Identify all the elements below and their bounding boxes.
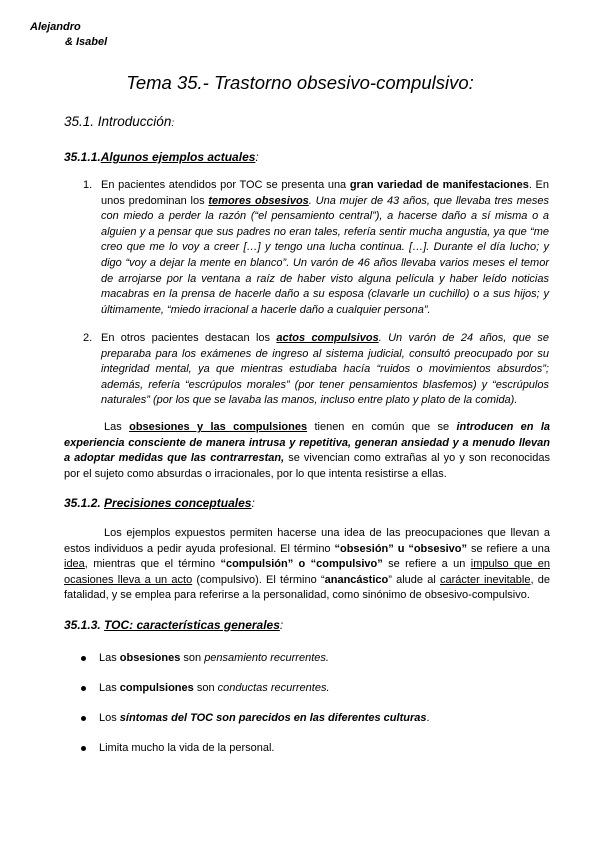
- text-run: se vivencian como extrañas al yo y son reconocidas por el sujeto como absurdas o irracionales, por lo que intenta resistirse a ellas.: [64, 452, 550, 480]
- text-bold: anancástico: [324, 573, 389, 586]
- heading-number: 35.1.: [64, 114, 98, 129]
- summary-paragraph: [64, 420, 550, 482]
- authors: [30, 20, 107, 50]
- text-bold-italic: introducen en la experiencia consciente de manera intrusa y repetitiva, generan ansiedad y a menudo llevan a adoptar medidas que las contrarrestan,: [64, 421, 551, 465]
- text-run: son: [180, 652, 205, 664]
- text-run: se refiere a un: [382, 558, 471, 571]
- text-underline: idea: [64, 558, 85, 571]
- text-run: En pacientes atendidos por TOC se presenta una: [101, 179, 350, 191]
- text-run: Las: [99, 682, 120, 694]
- list-number: 1.: [83, 179, 93, 191]
- list-number: 2.: [83, 332, 93, 344]
- text-italic: pensamiento recurrentes.: [204, 652, 329, 664]
- text-emphasis: actos compulsivos: [276, 332, 379, 344]
- concepts-paragraph: [64, 526, 550, 604]
- text-italic: . Una mujer de 43 años, que llevaba tres meses con miedo a perder la razón (“el pensamiento central”), a hacerse daño a sí misma o a alguien y a pensar que sus padres no eran tales, refería sentir mucha angustia, ya que “me creo que me lo voy a creer […] y tengo una lucha continua. […]. Durante el día lucho; y digo “voy a dejar la mente en blanco”. Un varón de 46 años llevaba varios meses el temor de arrojarse por la ventana a raíz de haber visto alguna película y haber leído noticias macabras en la prensa de hacerle daño a su esposa (clavarle un cuchillo) o a sus hijos; y últimamente, “miedo irracional a hacerle daño a cualquier persona”.: [101, 194, 550, 316]
- text-run: .: [426, 712, 430, 724]
- heading-ejemplos: [64, 150, 259, 164]
- text-italic: . Un varón de 24 años, que se preparaba para los exámenes de ingreso al sistema judicial, consultó preocupado por su integridad mental, ya que mientras estudiaba hacía “ruidos o movimientos absurdos”; además, refería “escrúpulos morales” (por tener pensamientos blasfemos) y “escrúpulos naturales” (por los que se lavaba las manos, incluso entre plato y plato de la comida).: [101, 332, 549, 407]
- text-italic: conductas recurrentes.: [217, 682, 330, 694]
- heading-colon: :: [279, 618, 284, 632]
- text-bold: obsesiones: [119, 652, 181, 664]
- author-2: & Isabel: [65, 36, 108, 48]
- text-run: se refiere a una: [467, 542, 550, 555]
- heading-introduccion: [64, 114, 174, 129]
- heading-label: Precisiones conceptuales: [104, 496, 252, 510]
- text-bold: “obsesión” u “obsesivo”: [334, 542, 468, 555]
- text-bold-underline: obsesiones y las compulsiones: [129, 421, 308, 433]
- heading-label: TOC: características generales: [104, 618, 280, 632]
- bullet-text: [99, 681, 330, 696]
- heading-caracteristicas: [64, 618, 283, 632]
- text-run: , mientras que el término: [84, 558, 221, 571]
- heading-label: Algunos ejemplos actuales: [100, 150, 256, 164]
- author-1: Alejandro: [30, 21, 81, 33]
- bullet-icon: [81, 686, 86, 691]
- heading-colon: :: [255, 150, 259, 164]
- text-bold: compulsiones: [119, 682, 194, 694]
- example-2: [83, 331, 549, 409]
- bullet-icon: [81, 716, 86, 721]
- heading-number: 35.1.2.: [64, 496, 105, 510]
- heading-precisiones: [64, 496, 255, 510]
- bullet-text: [99, 711, 430, 726]
- text-underline: impulso que en ocasiones lleva a un acto: [64, 558, 550, 586]
- text-run: son: [193, 682, 218, 694]
- text-run: tienen en común que se: [307, 421, 457, 433]
- heading-number: 35.1.1.: [64, 150, 101, 164]
- text-run: , de fatalidad, y se emplea para referirse a la personalidad, como sinónimo de obsesivo-compulsivo.: [64, 573, 550, 602]
- text-run: Los ejemplos expuestos permiten hacerse una idea de las preocupaciones que llevan a estos individuos a pedir ayuda profesional. El término: [64, 527, 550, 555]
- bullet-text: [99, 741, 274, 756]
- heading-label: Introducción: [97, 114, 172, 129]
- example-1: [83, 178, 550, 318]
- text-emphasis: temores obsesivos: [208, 194, 309, 207]
- text-bold: “compulsión” o “compulsivo”: [220, 558, 383, 571]
- text-run: . En unos predominan los: [101, 179, 549, 207]
- text-bold-italic: síntomas del TOC son parecidos en las diferentes culturas: [119, 712, 427, 724]
- text-run: Las: [99, 652, 120, 664]
- page-title: Tema 35.- Trastorno obsesivo-compulsivo:: [126, 72, 474, 93]
- text-run: Los: [99, 712, 120, 724]
- text-run: Limita mucho la vida de la personal.: [99, 742, 275, 754]
- text-run: En otros pacientes destacan los: [101, 332, 277, 344]
- heading-colon: :: [171, 118, 175, 129]
- text-underline: carácter inevitable: [440, 573, 531, 586]
- heading-number: 35.1.3.: [64, 618, 105, 632]
- text-bold: gran variedad de manifestaciones: [349, 179, 529, 191]
- bullet-icon: [81, 656, 86, 661]
- text-run: (compulsivo). El término “: [192, 573, 325, 586]
- text-run: Las: [104, 421, 130, 433]
- bullet-icon: [81, 746, 86, 751]
- bullet-text: [99, 651, 329, 666]
- text-run: ” alude al: [388, 573, 441, 586]
- heading-colon: :: [251, 496, 255, 510]
